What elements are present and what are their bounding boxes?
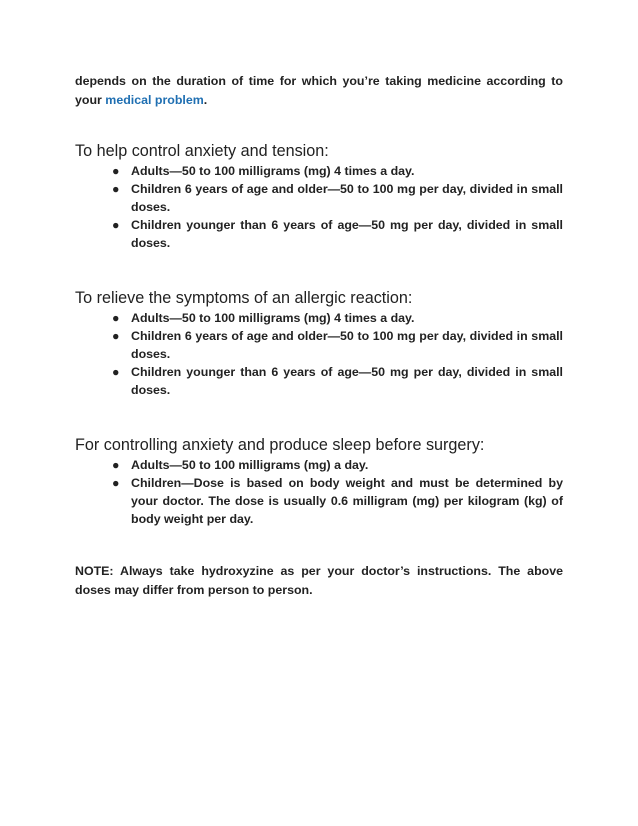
section-heading-allergic: To relieve the symptoms of an allergic reaction: [75,289,413,307]
list-item: ● Adults—50 to 100 milligrams (mg) 4 times a day. [112,311,415,325]
list-item: ● Children younger than 6 years of age—50 mg per day, divided in small doses. [112,365,563,397]
list-item: ● Adults—50 to 100 milligrams (mg) a day. [112,458,369,472]
intro-period: . [203,93,208,107]
bullet-icon: ● [112,476,120,490]
medical-problem-link[interactable]: medical problem [105,93,204,107]
bullet-icon: ● [112,164,120,178]
list-item: ● Children—Dose is based on body weight and must be determined by your doctor. The dose is usually 0.6 milligram (mg) per kilogram (kg) of body weight per day. [112,476,563,526]
note-paragraph: NOTE: Always take hydroxyzine as per your doctor’s instructions. The above doses may differ from person to person. [75,564,563,597]
list-item: ● Adults—50 to 100 milligrams (mg) 4 times a day. [112,164,415,178]
bullet-list-anxiety [75,162,563,252]
document-page [75,72,563,600]
bullet-icon: ● [112,329,120,343]
list-item: ● Children younger than 6 years of age—50 mg per day, divided in small doses. [112,218,563,250]
bullet-icon: ● [112,458,120,472]
intro-paragraph [75,72,563,110]
bullet-list-surgery [75,456,563,528]
list-item: ● Children 6 years of age and older—50 to 100 mg per day, divided in small doses. [112,182,563,214]
bullet-list-allergic [75,309,563,399]
bullet-icon: ● [112,218,120,232]
list-item: ● Children 6 years of age and older—50 to 100 mg per day, divided in small doses. [112,329,563,361]
bullet-icon: ● [112,182,120,196]
section-heading-anxiety: To help control anxiety and tension: [75,142,329,160]
intro-text: depends on the duration of time for which you’re taking medicine according to your [75,74,563,107]
section-heading-surgery: For controlling anxiety and produce sleep before surgery: [75,436,485,454]
bullet-icon: ● [112,365,120,379]
bullet-icon: ● [112,311,120,325]
